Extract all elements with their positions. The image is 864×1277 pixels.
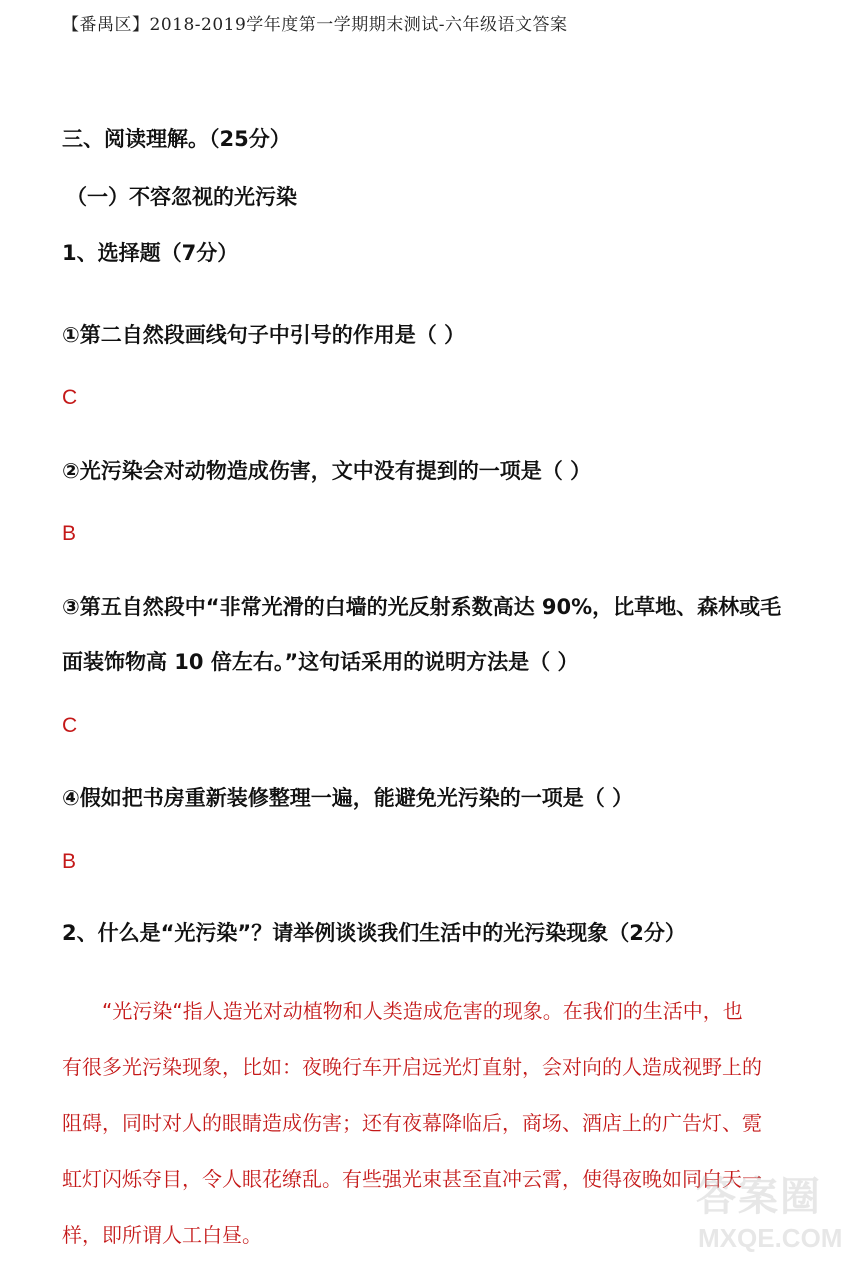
answer-1-item-3: C (62, 714, 78, 737)
answer-2-line: 有很多光污染现象，比如：夜晚行车开启远光灯直射，会对向的人造成视野上的 (62, 1055, 762, 1079)
question-1-item-1: ①第二自然段画线句子中引号的作用是（ ） (62, 323, 466, 347)
answer-1-item-4: B (62, 850, 77, 873)
section-title: 三、阅读理解。（25分） (62, 127, 291, 151)
watermark-logo-text: 答案圈 (696, 1174, 822, 1220)
document-header: 【番禺区】2018-2019学年度第一学期期末测试-六年级语文答案 (62, 15, 568, 35)
question-1-item-4: ④假如把书房重新装修整理一遍，能避免光污染的一项是（ ） (62, 786, 634, 810)
section-subtitle: （一）不容忽视的光污染 (66, 185, 297, 209)
answer-2-line: 样，即所谓人工白昼。 (62, 1223, 262, 1247)
question-1-item-3-line-2: 面装饰物高 10 倍左右。”这句话采用的说明方法是（ ） (62, 650, 579, 674)
question-2-title: 2、什么是“光污染”？请举例谈谈我们生活中的光污染现象（2分） (62, 921, 686, 945)
question-1-title: 1、选择题（7分） (62, 241, 239, 265)
question-1-item-3-line-1: ③第五自然段中“非常光滑的白墙的光反射系数高达 90%，比草地、森林或毛 (62, 595, 782, 619)
answer-2-line: 阻碍，同时对人的眼睛造成伤害；还有夜幕降临后，商场、酒店上的广告灯、霓 (62, 1111, 762, 1135)
question-1-item-2: ②光污染会对动物造成伤害，文中没有提到的一项是（ ） (62, 459, 592, 483)
watermark-url: MXQE.COM (698, 1223, 843, 1253)
site-watermark (690, 1165, 843, 1265)
answer-2-line: “光污染“指人造光对动植物和人类造成危害的现象。在我们的生活中，也 (102, 999, 743, 1023)
answer-1-item-1: C (62, 386, 78, 409)
answer-1-item-2: B (62, 522, 77, 545)
answer-2-line: 虹灯闪烁夺目，令人眼花缭乱。有些强光束甚至直冲云霄，使得夜晚如同白天一 (62, 1167, 762, 1191)
